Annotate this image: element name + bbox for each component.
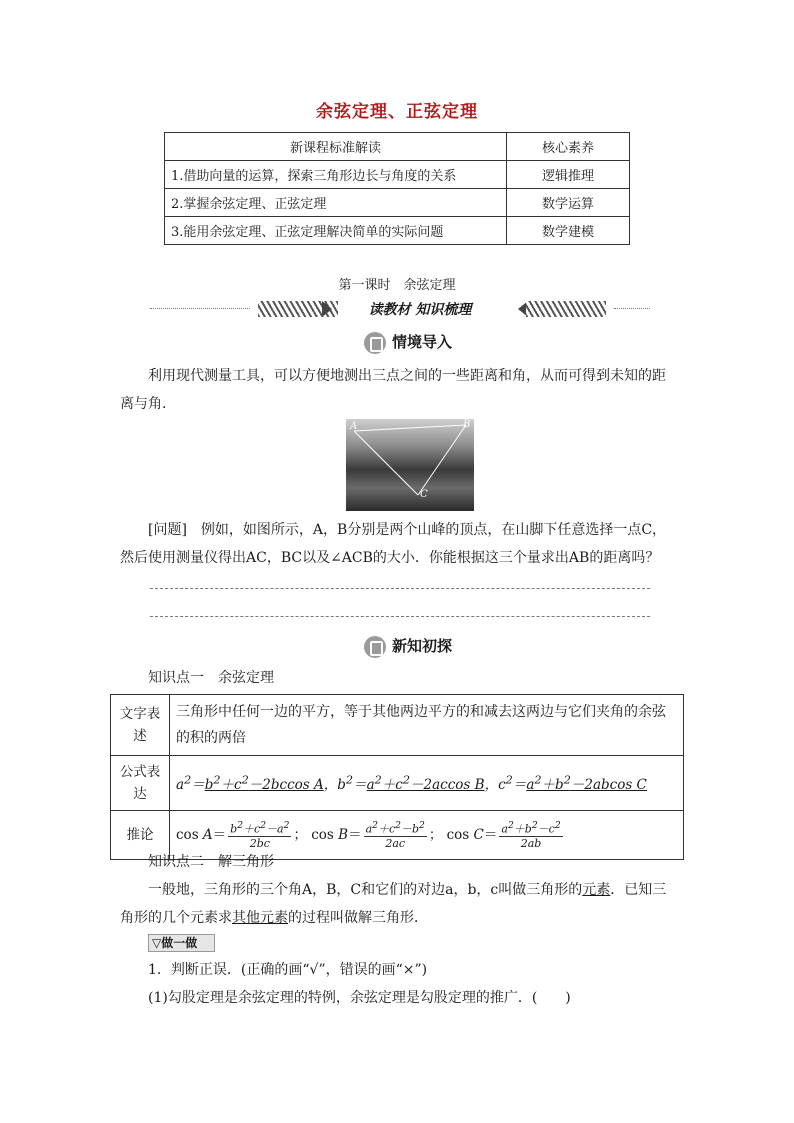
intro-paragraph: 利用现代测量工具，可以方便地测出三点之间的一些距离和角，从而可得到未知的距离与角． <box>120 368 666 412</box>
knowledge-point-1-title: 知识点一 余弦定理 <box>148 670 274 686</box>
table-header-row <box>165 133 630 161</box>
table-cell: 逻辑推理 <box>507 161 630 189</box>
answer-line <box>150 616 650 617</box>
section-heading-scenario: 情境导入 <box>364 331 452 354</box>
table-cell: 数学运算 <box>507 189 630 217</box>
table-row <box>165 189 630 217</box>
triangle-overlay <box>346 419 474 511</box>
formula-cell: $a^2=b^2+c^2-2bccos$ A，$b^2=a^2+c^2-2accos$ B，$c^2=a^2+b^2-2abcos$ C <box>170 756 684 811</box>
cosine-law-table <box>110 694 684 860</box>
point-label-c: C <box>420 489 428 500</box>
row-header: 公式表达 <box>111 756 170 811</box>
table-cell: 2.掌握余弦定理、正弦定理 <box>165 189 507 217</box>
practice-tag: ▽做一做 <box>148 934 215 952</box>
answer-line <box>150 588 650 589</box>
book-icon <box>364 636 386 658</box>
mountain-photo <box>346 419 474 511</box>
table-row <box>165 161 630 189</box>
question-1-item-1: (1)勾股定理是余弦定理的特例，余弦定理是勾股定理的推广．( ) <box>148 990 571 1006</box>
table-row <box>111 756 684 811</box>
row-header: 推论 <box>111 811 170 860</box>
row-header: 文字表述 <box>111 695 170 756</box>
table-row <box>165 217 630 245</box>
corollary-cell: cos A＝ $\frac{b^2+c^2-a^2}{2bc}$ ； cos B＝ $\frac{a^2+c^2-b^2}{2ac}$ ； cos C＝ $\frac{a^2+b^2-c^2}{2ab}$ <box>170 811 684 860</box>
blank-answer: 其他元素 <box>232 910 288 926</box>
statement-cell: 三角形中任何一边的平方，等于其他两边平方的和减去这两边与它们夹角的余弦的积的两倍 <box>170 695 684 756</box>
table-row <box>111 695 684 756</box>
divider <box>150 308 250 309</box>
section-heading-new-knowledge: 新知初探 <box>364 635 452 658</box>
question-1: 1．判断正误．(正确的画“√”，错误的画“×”) <box>148 962 428 978</box>
lesson-title: 第一课时 余弦定理 <box>338 278 456 293</box>
question-paragraph: [问题] 例如，如图所示，A，B分别是两个山峰的顶点，在山脚下任意选择一点C，然后使用测量仪得出AC，BC以及∠ACB的大小．你能根据这三个量求出AB的距离吗？ <box>120 522 667 566</box>
solve-triangle-paragraph: 一般地，三角形的三个角A，B，C和它们的对边a，b，c叫做三角形的元素．已知三角形的几个元素求其他元素的过程叫做解三角形． <box>120 882 667 926</box>
table-header: 核心素养 <box>507 133 630 161</box>
table-header: 新课程标准解读 <box>165 133 507 161</box>
blank-answer: 元素 <box>582 882 611 898</box>
pen-icon <box>364 332 386 354</box>
knowledge-point-2-title: 知识点二 解三角形 <box>148 854 274 870</box>
stripe-decoration <box>526 301 606 317</box>
point-label-b: B <box>463 419 471 430</box>
point-label-a: A <box>350 421 358 432</box>
arrow-right-icon <box>322 301 332 317</box>
table-cell: 1.借助向量的运算，探索三角形边长与角度的关系 <box>165 161 507 189</box>
banner-label: 读教材 知识梳理 <box>368 302 472 318</box>
divider <box>614 308 650 309</box>
section-banner <box>150 298 650 320</box>
table-cell: 数学建模 <box>507 217 630 245</box>
table-cell: 3.能用余弦定理、正弦定理解决简单的实际问题 <box>165 217 507 245</box>
page-title: 余弦定理、正弦定理 <box>316 102 478 122</box>
standards-table <box>164 132 630 245</box>
